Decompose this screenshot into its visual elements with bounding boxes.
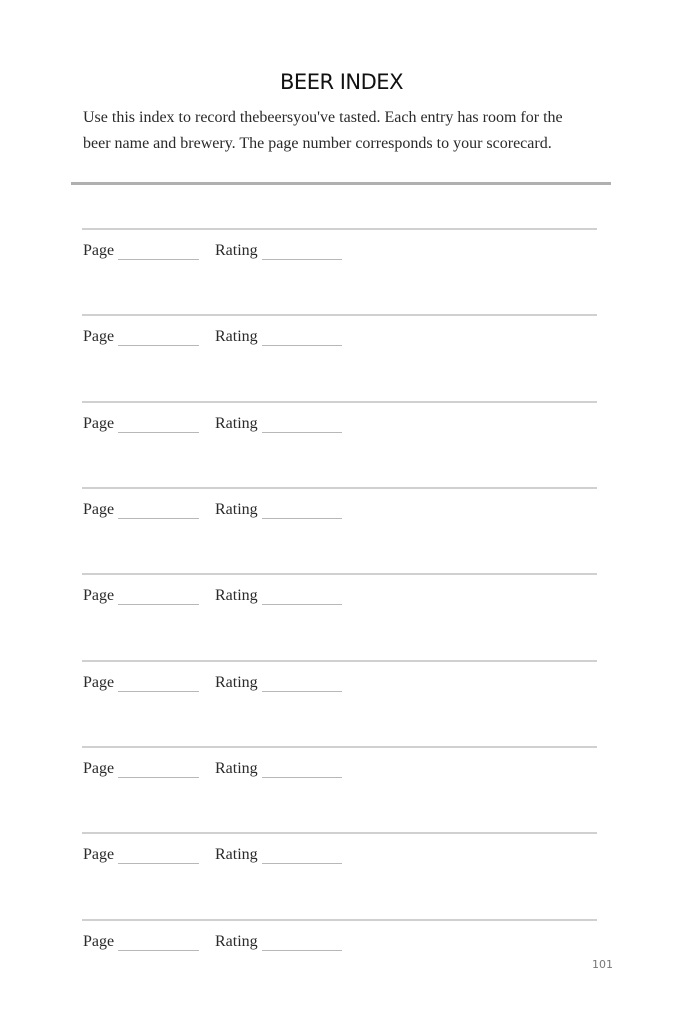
rating-field[interactable] <box>262 691 342 692</box>
beer-name-line[interactable] <box>82 919 597 921</box>
page-label: Page <box>83 501 115 518</box>
rating-label: Rating <box>215 674 258 691</box>
index-entry <box>82 401 597 487</box>
page-field[interactable] <box>118 863 199 864</box>
rating-field[interactable] <box>262 604 342 605</box>
page-field[interactable] <box>118 950 199 951</box>
rating-label: Rating <box>215 933 258 950</box>
page-label: Page <box>83 415 115 432</box>
page-label: Page <box>83 674 115 691</box>
index-entry <box>82 228 597 314</box>
beer-name-line[interactable] <box>82 660 597 662</box>
rating-label: Rating <box>215 587 258 604</box>
index-entry <box>82 746 597 832</box>
beer-name-line[interactable] <box>82 401 597 403</box>
page-label: Page <box>83 328 115 345</box>
beer-name-line[interactable] <box>82 314 597 316</box>
rating-label: Rating <box>215 328 258 345</box>
index-entry <box>82 487 597 573</box>
page-field[interactable] <box>118 691 199 692</box>
rating-field[interactable] <box>262 863 342 864</box>
beer-name-line[interactable] <box>82 487 597 489</box>
page-field[interactable] <box>118 345 199 346</box>
rating-field[interactable] <box>262 259 342 260</box>
page-field[interactable] <box>118 432 199 433</box>
header-divider <box>71 182 611 185</box>
index-entry <box>82 314 597 400</box>
beer-name-line[interactable] <box>82 573 597 575</box>
index-entry <box>82 573 597 659</box>
beer-name-line[interactable] <box>82 228 597 230</box>
rating-label: Rating <box>215 846 258 863</box>
index-entry <box>82 660 597 746</box>
rating-label: Rating <box>215 242 258 259</box>
page-title: BEER INDEX <box>280 70 403 94</box>
page-field[interactable] <box>118 777 199 778</box>
rating-field[interactable] <box>262 777 342 778</box>
page-field[interactable] <box>118 604 199 605</box>
intro-text: Use this index to record thebeersyou've tasted. Each entry has room for the beer name and brewery. The page number corresponds to your scorecard. <box>83 109 563 152</box>
beer-name-line[interactable] <box>82 832 597 834</box>
beer-name-line[interactable] <box>82 746 597 748</box>
rating-field[interactable] <box>262 950 342 951</box>
rating-field[interactable] <box>262 345 342 346</box>
rating-field[interactable] <box>262 432 342 433</box>
page-field[interactable] <box>118 518 199 519</box>
page-field[interactable] <box>118 259 199 260</box>
page-label: Page <box>83 760 115 777</box>
rating-field[interactable] <box>262 518 342 519</box>
rating-label: Rating <box>215 760 258 777</box>
index-entry <box>82 919 597 1005</box>
page-label: Page <box>83 242 115 259</box>
page-label: Page <box>83 587 115 604</box>
page-number: 101 <box>592 958 613 971</box>
index-entry <box>82 832 597 918</box>
page-label: Page <box>83 846 115 863</box>
page-label: Page <box>83 933 115 950</box>
rating-label: Rating <box>215 501 258 518</box>
rating-label: Rating <box>215 415 258 432</box>
